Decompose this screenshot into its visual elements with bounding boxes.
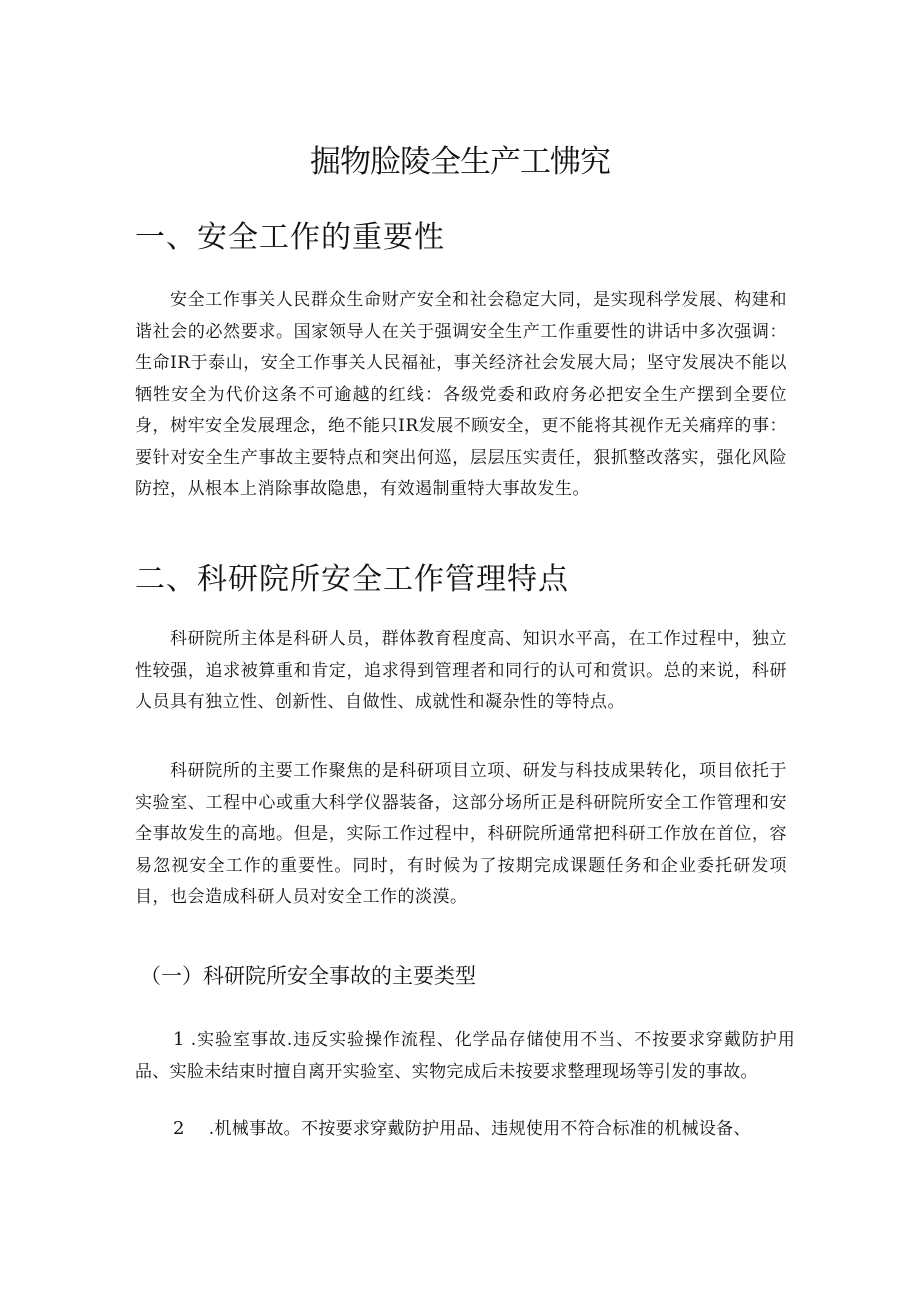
section-heading-2: 二、科研院所安全工作管理特点	[135, 562, 569, 597]
list-item-2	[135, 1113, 795, 1146]
list-item-1	[135, 1024, 795, 1088]
subsection-heading: （一）科研院所安全事故的主要类型	[140, 964, 476, 988]
section-heading-1: 一、安全工作的重要性	[135, 220, 445, 255]
section-2-paragraph-2: 科研院所的主要工作聚焦的是科研项目立项、研发与科技成果转化，项目依托于实验室、工程中心或重大科学仪器装备，这部分场所正是科研院所安全工作管理和安全事故发生的高地。但是，实际工作过程中，科研院所通常把科研工作放在首位，容易忽视安全工作的重要性。同时，有时候为了按期完成课题任务和企业委托研发项目，也会造成科研人员对安全工作的淡漠。	[135, 761, 787, 907]
list-item-2-number: 2	[173, 1118, 185, 1139]
list-item-1-number: 1	[173, 1029, 185, 1050]
list-item-1-text: .实验室事故.违反实验操作流程、化学品存储使用不当、不按要求穿戴防护用品、实脸未结束时擅自离开实验室、实物完成后未按要求整理现场等引发的事故。	[135, 1030, 795, 1082]
list-item-2-text: .机械事故。不按要求穿戴防护用品、违规使用不符合标准的机械设备、	[208, 1119, 751, 1139]
document-title: 掘物脸陵全生产工怫究	[310, 144, 610, 180]
section-1-paragraph-1: 安全工作事关人民群众生命财产安全和社会稳定大同，是实现科学发展、构建和谐社会的必然要求。国家领导人在关于强调安全生产工作重要性的讲话中多次强调：生命IR于泰山，安全工作事关人民福祉，事关经济社会发展大局；坚守发展决不能以牺牲安全为代价这条不可逾越的红线：各级党委和政府务必把安全生产摆到全要位身，树牢安全发展理念，绝不能只IR发展不顾安全，更不能将其视作无关痛痒的事：要针对安全生产事故主要特点和突出何巡，层层压实责任，狠抓整改落实，强化风险防控，从根本上消除事故隐患，有效遏制重特大事故发生。	[135, 290, 787, 499]
section-2-paragraph-1: 科研院所主体是科研人员，群体教育程度高、知识水平高，在工作过程中，独立性较强，追求被算重和肯定，追求得到管理者和同行的认可和赏识。总的来说，科研人员具有独立性、创新性、自做性、成就性和凝杂性的等特点。	[135, 629, 787, 712]
